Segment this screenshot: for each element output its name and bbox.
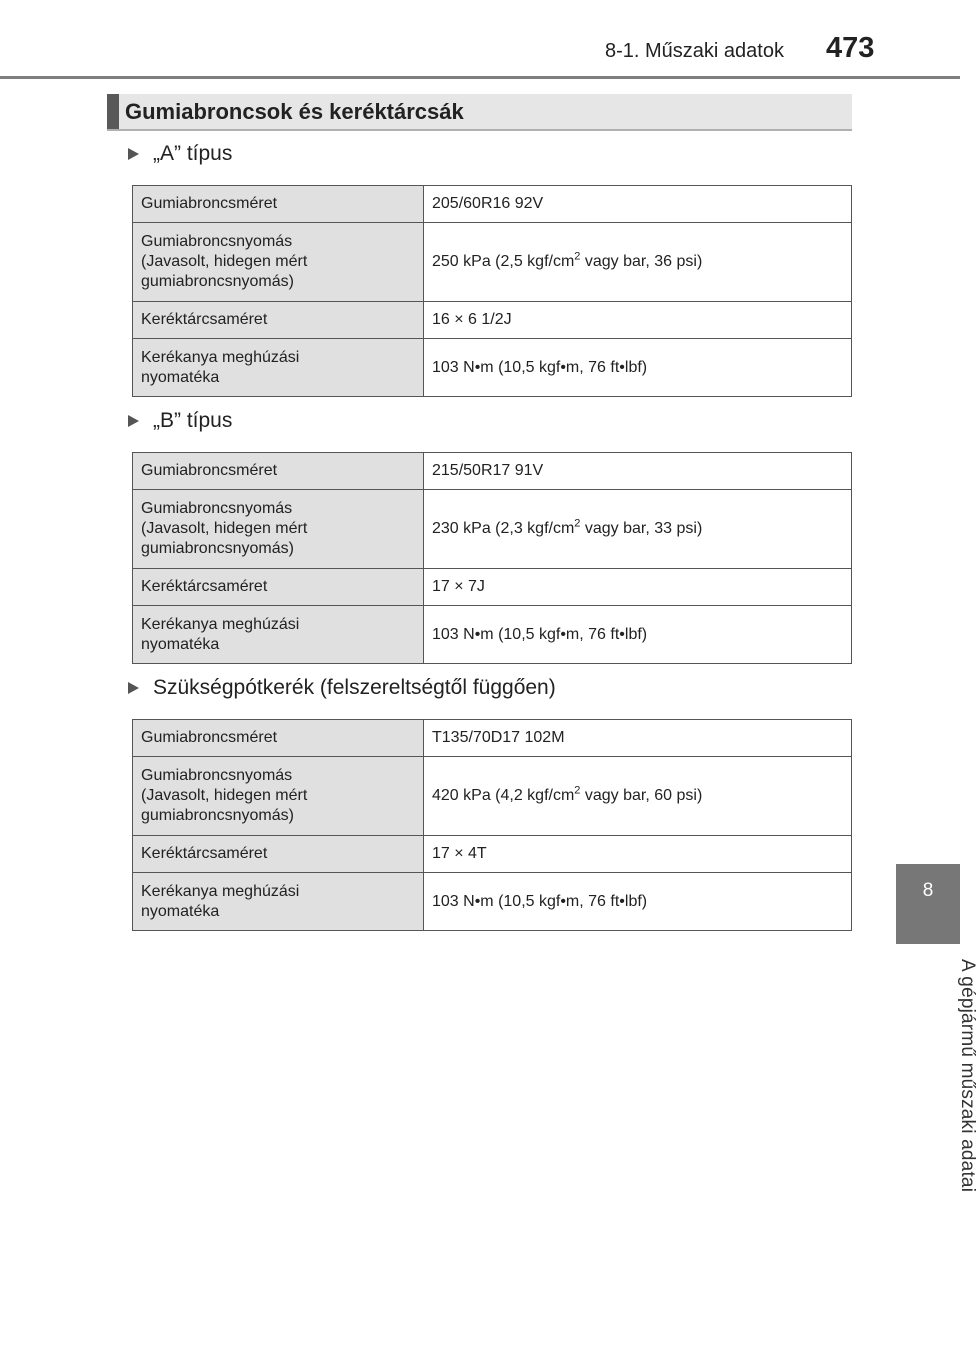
row-value: 215/50R17 91V [424,453,852,490]
table-row [133,223,852,302]
label-text: Gumiabroncsnyomás (Javasolt, hidegen mért gumiabroncsnyomás) [141,767,308,824]
row-label: Keréktárcsaméret [133,569,424,606]
table-row [133,606,852,664]
value-text: 420 kPa (4,2 kgf/cm [432,787,575,804]
chapter-tab [896,864,960,944]
row-value [424,757,852,836]
row-label [133,606,424,664]
triangle-bullet-icon [128,415,139,427]
row-value: 103 N•m (10,5 kgf•m, 76 ft•lbf) [424,339,852,397]
table-row [133,453,852,490]
subheading-spare-wheel [128,676,556,700]
label-text: Gumiabroncsnyomás (Javasolt, hidegen mért gumiabroncsnyomás) [141,500,308,557]
section-title-underline [107,129,852,131]
header-rule [0,76,960,79]
spec-table-spare-wheel [132,719,852,931]
table-row [133,757,852,836]
value-superscript: 2 [574,784,581,797]
subheading-text: „A” típus [153,142,233,165]
table-row [133,836,852,873]
table-row [133,490,852,569]
row-label: Keréktárcsaméret [133,302,424,339]
row-label [133,223,424,302]
row-value: 103 N•m (10,5 kgf•m, 76 ft•lbf) [424,606,852,664]
row-value: 205/60R16 92V [424,186,852,223]
row-label [133,490,424,569]
table-row [133,873,852,931]
row-value: T135/70D17 102M [424,720,852,757]
label-text: Kerékanya meghúzási nyomatéka [141,882,300,920]
page-header-section: 8-1. Műszaki adatok [605,40,784,62]
triangle-bullet-icon [128,148,139,160]
value-superscript: 2 [574,517,581,530]
table-row [133,302,852,339]
value-superscript: 2 [574,250,581,263]
table-row [133,720,852,757]
triangle-bullet-icon [128,682,139,694]
row-value: 17 × 4T [424,836,852,873]
label-text: Kerékanya meghúzási nyomatéka [141,348,300,386]
row-value [424,490,852,569]
label-text: Kerékanya meghúzási nyomatéka [141,615,300,653]
table-row [133,339,852,397]
row-value: 103 N•m (10,5 kgf•m, 76 ft•lbf) [424,873,852,931]
row-value: 17 × 7J [424,569,852,606]
label-text: Gumiabroncsnyomás (Javasolt, hidegen mért gumiabroncsnyomás) [141,233,308,290]
chapter-tab-number: 8 [922,880,934,901]
value-text: 230 kPa (2,3 kgf/cm [432,520,575,537]
spec-table-type-a [132,185,852,397]
row-label [133,339,424,397]
value-text: vagy bar, 36 psi) [580,253,703,270]
row-label: Gumiabroncsméret [133,720,424,757]
row-label [133,873,424,931]
page-number: 473 [826,32,875,64]
section-title: Gumiabroncsok és keréktárcsák [125,99,464,124]
row-label: Keréktárcsaméret [133,836,424,873]
subheading-text: „B” típus [153,409,233,432]
subheading-type-a [128,142,232,166]
row-label: Gumiabroncsméret [133,186,424,223]
value-text: vagy bar, 33 psi) [580,520,703,537]
row-label: Gumiabroncsméret [133,453,424,490]
table-row [133,569,852,606]
value-text: 250 kPa (2,5 kgf/cm [432,253,575,270]
value-text: vagy bar, 60 psi) [580,787,703,804]
spec-table-type-b [132,452,852,664]
subheading-text: Szükségpótkerék (felszereltségtől függően) [153,676,556,699]
chapter-tab-label: A gépjármű műszaki adatai [957,958,978,1193]
section-title-bar [107,94,852,130]
subheading-type-b [128,409,232,433]
row-label [133,757,424,836]
row-value: 16 × 6 1/2J [424,302,852,339]
table-row [133,186,852,223]
section-title-accent [107,94,119,130]
row-value [424,223,852,302]
